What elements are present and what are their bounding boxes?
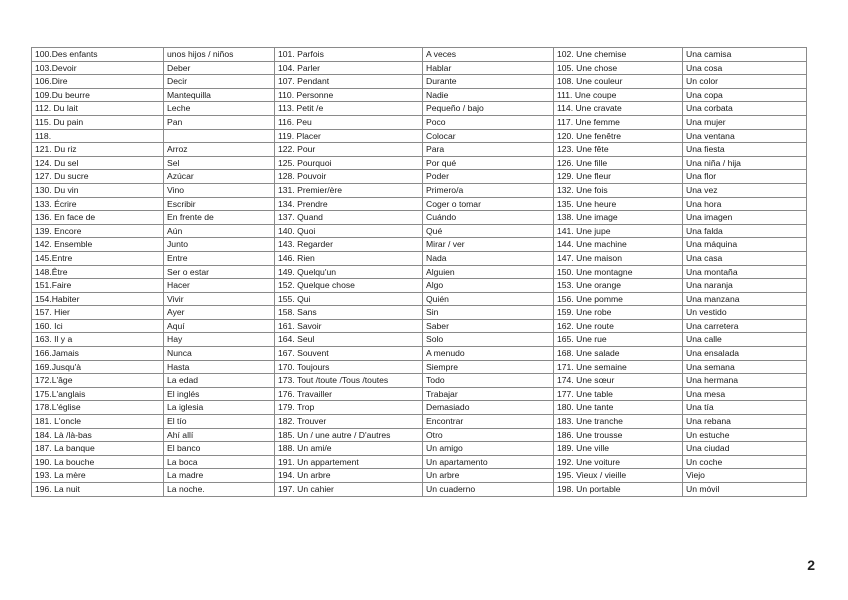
table-cell-spanish-translation: Ayer: [164, 306, 275, 320]
table-cell-spanish-translation: Una mesa: [683, 387, 807, 401]
table-cell-french-term: 149. Quelqu'un: [275, 265, 423, 279]
table-cell-french-term: 187. La banque: [32, 442, 164, 456]
table-cell-french-term: 150. Une montagne: [554, 265, 683, 279]
table-cell-french-term: 186. Une trousse: [554, 428, 683, 442]
table-cell-spanish-translation: Un coche: [683, 455, 807, 469]
table-cell-french-term: 103.Devoir: [32, 61, 164, 75]
table-row: [32, 306, 807, 320]
table-row: [32, 156, 807, 170]
table-cell-french-term: 183. Une tranche: [554, 415, 683, 429]
table-cell-spanish-translation: Un arbre: [423, 469, 554, 483]
table-cell-french-term: 136. En face de: [32, 211, 164, 225]
table-cell-french-term: 119. Placer: [275, 129, 423, 143]
table-cell-french-term: 139. Encore: [32, 224, 164, 238]
table-cell-french-term: 154.Habiter: [32, 292, 164, 306]
table-cell-spanish-translation: Un estuche: [683, 428, 807, 442]
table-cell-french-term: 121. Du riz: [32, 143, 164, 157]
table-cell-spanish-translation: Una carretera: [683, 319, 807, 333]
table-cell-french-term: 153. Une orange: [554, 279, 683, 293]
table-cell-spanish-translation: Aquí: [164, 319, 275, 333]
table-cell-french-term: 120. Une fenêtre: [554, 129, 683, 143]
table-cell-french-term: 168. Une salade: [554, 347, 683, 361]
table-cell-french-term: 140. Quoi: [275, 224, 423, 238]
table-row: [32, 170, 807, 184]
vocabulary-table: [31, 47, 807, 497]
table-cell-french-term: 109.Du beurre: [32, 88, 164, 102]
table-cell-french-term: 142. Ensemble: [32, 238, 164, 252]
table-cell-french-term: 113. Petit /e: [275, 102, 423, 116]
table-cell-spanish-translation: Entre: [164, 251, 275, 265]
table-cell-french-term: 127. Du sucre: [32, 170, 164, 184]
table-cell-french-term: 146. Rien: [275, 251, 423, 265]
table-row: [32, 183, 807, 197]
table-cell-french-term: 132. Une fois: [554, 183, 683, 197]
table-cell-french-term: 191. Un appartement: [275, 455, 423, 469]
table-cell-spanish-translation: Qué: [423, 224, 554, 238]
table-row: [32, 319, 807, 333]
table-cell-spanish-translation: Encontrar: [423, 415, 554, 429]
table-cell-spanish-translation: Un cuaderno: [423, 483, 554, 497]
table-row: [32, 455, 807, 469]
table-cell-french-term: 180. Une tante: [554, 401, 683, 415]
table-cell-spanish-translation: Una niña / hija: [683, 156, 807, 170]
table-cell-french-term: 170. Toujours: [275, 360, 423, 374]
table-cell-spanish-translation: Trabajar: [423, 387, 554, 401]
table-cell-french-term: 115. Du pain: [32, 115, 164, 129]
table-cell-spanish-translation: Siempre: [423, 360, 554, 374]
table-cell-spanish-translation: En frente de: [164, 211, 275, 225]
table-cell-french-term: 106.Dire: [32, 75, 164, 89]
table-row: [32, 469, 807, 483]
table-row: [32, 61, 807, 75]
table-cell-french-term: 129. Une fleur: [554, 170, 683, 184]
table-cell-spanish-translation: Saber: [423, 319, 554, 333]
table-row: [32, 251, 807, 265]
table-cell-french-term: 189. Une ville: [554, 442, 683, 456]
table-cell-spanish-translation: Una ensalada: [683, 347, 807, 361]
table-cell-spanish-translation: Alguien: [423, 265, 554, 279]
table-cell-spanish-translation: Demasiado: [423, 401, 554, 415]
table-cell-spanish-translation: Arroz: [164, 143, 275, 157]
table-cell-spanish-translation: Una hermana: [683, 374, 807, 388]
table-cell-spanish-translation: Primero/a: [423, 183, 554, 197]
table-cell-french-term: 141. Une jupe: [554, 224, 683, 238]
table-row: [32, 102, 807, 116]
table-cell-french-term: 137. Quand: [275, 211, 423, 225]
table-cell-spanish-translation: Para: [423, 143, 554, 157]
table-cell-french-term: 176. Travailler: [275, 387, 423, 401]
table-cell-french-term: 167. Souvent: [275, 347, 423, 361]
table-cell-spanish-translation: Una falda: [683, 224, 807, 238]
table-cell-french-term: 145.Entre: [32, 251, 164, 265]
table-row: [32, 483, 807, 497]
table-cell-french-term: 112. Du lait: [32, 102, 164, 116]
table-cell-french-term: 188. Un ami/e: [275, 442, 423, 456]
table-row: [32, 333, 807, 347]
table-cell-spanish-translation: Una fiesta: [683, 143, 807, 157]
table-row: [32, 428, 807, 442]
table-cell-french-term: 110. Personne: [275, 88, 423, 102]
table-cell-spanish-translation: Poder: [423, 170, 554, 184]
table-cell-spanish-translation: Una camisa: [683, 48, 807, 62]
table-row: [32, 75, 807, 89]
table-cell-spanish-translation: Pequeño / bajo: [423, 102, 554, 116]
table-cell-spanish-translation: Una tía: [683, 401, 807, 415]
table-cell-spanish-translation: Una imagen: [683, 211, 807, 225]
table-cell-spanish-translation: Hay: [164, 333, 275, 347]
table-cell-french-term: 165. Une rue: [554, 333, 683, 347]
table-cell-french-term: 158. Sans: [275, 306, 423, 320]
table-cell-french-term: 194. Un arbre: [275, 469, 423, 483]
table-row: [32, 238, 807, 252]
table-cell-spanish-translation: Ser o estar: [164, 265, 275, 279]
table-cell-spanish-translation: Poco: [423, 115, 554, 129]
table-cell-french-term: 195. Vieux / vieille: [554, 469, 683, 483]
table-cell-spanish-translation: Vivir: [164, 292, 275, 306]
table-cell-spanish-translation: A veces: [423, 48, 554, 62]
table-cell-spanish-translation: Una cosa: [683, 61, 807, 75]
table-cell-spanish-translation: Sel: [164, 156, 275, 170]
table-cell-spanish-translation: Una rebana: [683, 415, 807, 429]
table-cell-french-term: 131. Premier/ère: [275, 183, 423, 197]
table-cell-spanish-translation: Decir: [164, 75, 275, 89]
table-cell-spanish-translation: Un color: [683, 75, 807, 89]
table-row: [32, 211, 807, 225]
table-row: [32, 401, 807, 415]
table-row: [32, 374, 807, 388]
table-cell-spanish-translation: Nadie: [423, 88, 554, 102]
table-cell-french-term: 118.: [32, 129, 164, 143]
table-cell-french-term: 174. Une sœur: [554, 374, 683, 388]
table-cell-french-term: 178.L'église: [32, 401, 164, 415]
table-row: [32, 224, 807, 238]
table-cell-spanish-translation: Viejo: [683, 469, 807, 483]
table-cell-spanish-translation: Vino: [164, 183, 275, 197]
table-cell-spanish-translation: Nada: [423, 251, 554, 265]
table-cell-french-term: 162. Une route: [554, 319, 683, 333]
table-row: [32, 415, 807, 429]
table-cell-french-term: 134. Prendre: [275, 197, 423, 211]
table-cell-french-term: 125. Pourquoi: [275, 156, 423, 170]
table-cell-spanish-translation: Ahí allí: [164, 428, 275, 442]
table-cell-french-term: 135. Une heure: [554, 197, 683, 211]
table-cell-spanish-translation: El banco: [164, 442, 275, 456]
table-row: [32, 48, 807, 62]
table-cell-spanish-translation: Una calle: [683, 333, 807, 347]
table-cell-spanish-translation: Escribir: [164, 197, 275, 211]
table-cell-spanish-translation: El inglés: [164, 387, 275, 401]
table-cell-spanish-translation: Una casa: [683, 251, 807, 265]
table-cell-spanish-translation: La iglesia: [164, 401, 275, 415]
table-cell-spanish-translation: unos hijos / niños: [164, 48, 275, 62]
table-cell-french-term: 155. Qui: [275, 292, 423, 306]
table-cell-french-term: 190. La bouche: [32, 455, 164, 469]
table-cell-spanish-translation: Una vez: [683, 183, 807, 197]
table-cell-spanish-translation: Azúcar: [164, 170, 275, 184]
table-cell-spanish-translation: Solo: [423, 333, 554, 347]
table-cell-french-term: 147. Une maison: [554, 251, 683, 265]
table-row: [32, 442, 807, 456]
table-cell-spanish-translation: Leche: [164, 102, 275, 116]
table-row: [32, 292, 807, 306]
table-row: [32, 265, 807, 279]
table-cell-french-term: 100.Des enfants: [32, 48, 164, 62]
table-cell-spanish-translation: Sin: [423, 306, 554, 320]
table-cell-spanish-translation: Una hora: [683, 197, 807, 211]
table-cell-french-term: 128. Pouvoir: [275, 170, 423, 184]
table-cell-french-term: 108. Une couleur: [554, 75, 683, 89]
table-cell-french-term: 116. Peu: [275, 115, 423, 129]
table-cell-french-term: 157. Hier: [32, 306, 164, 320]
table-cell-french-term: 133. Écrire: [32, 197, 164, 211]
table-cell-french-term: 159. Une robe: [554, 306, 683, 320]
table-cell-french-term: 181. L'oncle: [32, 415, 164, 429]
table-cell-french-term: 130. Du vin: [32, 183, 164, 197]
table-cell-french-term: 122. Pour: [275, 143, 423, 157]
table-cell-spanish-translation: Hasta: [164, 360, 275, 374]
table-cell-french-term: 184. Là /là-bas: [32, 428, 164, 442]
table-cell-spanish-translation: Una corbata: [683, 102, 807, 116]
table-row: [32, 387, 807, 401]
table-cell-french-term: 169.Jusqu'à: [32, 360, 164, 374]
table-cell-french-term: 166.Jamais: [32, 347, 164, 361]
table-cell-spanish-translation: Cuándo: [423, 211, 554, 225]
table-cell-french-term: 171. Une semaine: [554, 360, 683, 374]
table-cell-french-term: 107. Pendant: [275, 75, 423, 89]
table-cell-spanish-translation: Una copa: [683, 88, 807, 102]
table-cell-spanish-translation: Junto: [164, 238, 275, 252]
table-row: [32, 115, 807, 129]
table-cell-spanish-translation: La noche.: [164, 483, 275, 497]
table-cell-french-term: 185. Un / une autre / D'autres: [275, 428, 423, 442]
table-cell-spanish-translation: Algo: [423, 279, 554, 293]
table-cell-spanish-translation: Quién: [423, 292, 554, 306]
table-cell-spanish-translation: La edad: [164, 374, 275, 388]
table-cell-french-term: 144. Une machine: [554, 238, 683, 252]
table-cell-spanish-translation: Durante: [423, 75, 554, 89]
table-cell-french-term: 164. Seul: [275, 333, 423, 347]
table-cell-french-term: 160. Ici: [32, 319, 164, 333]
table-cell-spanish-translation: Pan: [164, 115, 275, 129]
table-cell-spanish-translation: Hacer: [164, 279, 275, 293]
table-row: [32, 88, 807, 102]
table-cell-spanish-translation: Una mujer: [683, 115, 807, 129]
table-row: [32, 143, 807, 157]
vocabulary-table-body: [32, 48, 807, 497]
table-cell-french-term: 198. Un portable: [554, 483, 683, 497]
table-cell-french-term: 192. Une voiture: [554, 455, 683, 469]
table-cell-french-term: 193. La mère: [32, 469, 164, 483]
table-cell-spanish-translation: Un móvil: [683, 483, 807, 497]
table-cell-french-term: 105. Une chose: [554, 61, 683, 75]
table-cell-french-term: 179. Trop: [275, 401, 423, 415]
table-cell-french-term: 124. Du sel: [32, 156, 164, 170]
table-cell-spanish-translation: Una flor: [683, 170, 807, 184]
table-cell-spanish-translation: Nunca: [164, 347, 275, 361]
table-cell-french-term: 117. Une femme: [554, 115, 683, 129]
table-cell-spanish-translation: [164, 129, 275, 143]
table-cell-french-term: 138. Une image: [554, 211, 683, 225]
table-cell-spanish-translation: Una máquina: [683, 238, 807, 252]
table-cell-spanish-translation: Un apartamento: [423, 455, 554, 469]
table-cell-spanish-translation: Una ventana: [683, 129, 807, 143]
table-cell-french-term: 177. Une table: [554, 387, 683, 401]
table-cell-french-term: 152. Quelque chose: [275, 279, 423, 293]
table-cell-spanish-translation: Un vestido: [683, 306, 807, 320]
table-cell-french-term: 156. Une pomme: [554, 292, 683, 306]
table-cell-french-term: 173. Tout /toute /Tous /toutes: [275, 374, 423, 388]
table-cell-spanish-translation: Todo: [423, 374, 554, 388]
table-cell-spanish-translation: Un amigo: [423, 442, 554, 456]
table-cell-spanish-translation: A menudo: [423, 347, 554, 361]
table-row: [32, 360, 807, 374]
table-cell-french-term: 123. Une fête: [554, 143, 683, 157]
table-cell-spanish-translation: Hablar: [423, 61, 554, 75]
table-cell-spanish-translation: Coger o tomar: [423, 197, 554, 211]
table-cell-french-term: 143. Regarder: [275, 238, 423, 252]
table-row: [32, 347, 807, 361]
table-cell-spanish-translation: Una naranja: [683, 279, 807, 293]
table-cell-spanish-translation: Mirar / ver: [423, 238, 554, 252]
table-cell-french-term: 182. Trouver: [275, 415, 423, 429]
table-cell-spanish-translation: La boca: [164, 455, 275, 469]
table-cell-french-term: 101. Parfois: [275, 48, 423, 62]
table-cell-french-term: 151.Faire: [32, 279, 164, 293]
table-cell-french-term: 126. Une fille: [554, 156, 683, 170]
table-cell-spanish-translation: Colocar: [423, 129, 554, 143]
table-cell-french-term: 161. Savoir: [275, 319, 423, 333]
table-cell-spanish-translation: Deber: [164, 61, 275, 75]
table-cell-spanish-translation: Por qué: [423, 156, 554, 170]
table-cell-french-term: 172.L'âge: [32, 374, 164, 388]
table-cell-spanish-translation: Aún: [164, 224, 275, 238]
page-number: 2: [807, 557, 815, 573]
table-row: [32, 279, 807, 293]
table-cell-spanish-translation: Una manzana: [683, 292, 807, 306]
table-cell-french-term: 148.Être: [32, 265, 164, 279]
table-cell-french-term: 163. Il y a: [32, 333, 164, 347]
table-row: [32, 129, 807, 143]
table-cell-spanish-translation: El tío: [164, 415, 275, 429]
table-cell-french-term: 197. Un cahier: [275, 483, 423, 497]
table-cell-french-term: 196. La nuit: [32, 483, 164, 497]
table-row: [32, 197, 807, 211]
table-cell-french-term: 111. Une coupe: [554, 88, 683, 102]
table-cell-spanish-translation: Una montaña: [683, 265, 807, 279]
table-cell-french-term: 104. Parler: [275, 61, 423, 75]
table-cell-spanish-translation: Una semana: [683, 360, 807, 374]
table-cell-french-term: 175.L'anglais: [32, 387, 164, 401]
table-cell-spanish-translation: Una ciudad: [683, 442, 807, 456]
table-cell-spanish-translation: La madre: [164, 469, 275, 483]
table-cell-french-term: 114. Une cravate: [554, 102, 683, 116]
table-cell-spanish-translation: Otro: [423, 428, 554, 442]
table-cell-french-term: 102. Une chemise: [554, 48, 683, 62]
table-cell-spanish-translation: Mantequilla: [164, 88, 275, 102]
